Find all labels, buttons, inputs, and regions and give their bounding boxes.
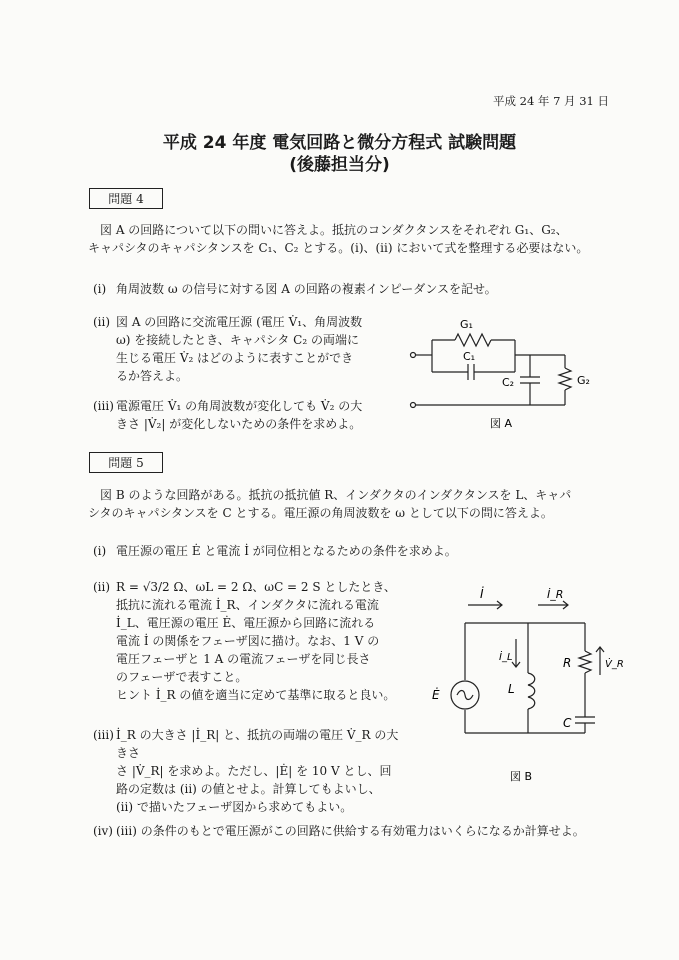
exam-title xyxy=(0,132,679,176)
exam-date: 平成 24 年 7 月 31 日 xyxy=(492,94,609,108)
circuit-figure-a xyxy=(400,310,610,435)
item-line: İ_L、電圧源の電圧 Ė、電圧源から回路に流れる xyxy=(116,616,376,630)
label-c2: C₂ xyxy=(502,376,515,389)
item-text: 角周波数 ω の信号に対する図 A の回路の複素インピーダンスを記せ。 xyxy=(116,282,497,296)
item-line: 抵抗に流れる電流 İ_R、インダクタに流れる電流 xyxy=(116,598,379,612)
figure-a-caption: 図 A xyxy=(490,417,513,430)
figure-b-caption: 図 B xyxy=(510,770,533,783)
item-label: (iii) xyxy=(93,728,114,742)
item-text: 電圧源の電圧 Ė と電流 İ が同位相となるための条件を求めよ。 xyxy=(116,544,457,558)
item-line: 図 A の回路に交流電圧源 (電圧 V̇₁、角周波数 xyxy=(116,315,363,329)
resistor-r-symbol xyxy=(579,651,591,673)
circuit-figure-b xyxy=(420,585,624,790)
item-line: るか答えよ。 xyxy=(116,369,189,383)
item-line: 電流 İ の関係をフェーザ図に描け。なお、1 V の xyxy=(116,634,380,648)
item-line: のフェーザで表すこと。 xyxy=(116,670,248,684)
label-c1: C₁ xyxy=(463,350,476,363)
title-line-1: 平成 24 年度 電気回路と微分方程式 試験問題 xyxy=(162,133,517,153)
label-i: İ xyxy=(480,587,484,601)
item-line: 電圧フェーザと 1 A の電流フェーザを同じ長さ xyxy=(116,652,371,666)
item-label: (iv) xyxy=(93,824,113,838)
label-ir: İ_R xyxy=(547,588,564,601)
label-vr: V̇_R xyxy=(605,659,624,670)
problem-5-item-iii xyxy=(93,726,408,814)
problem-5-label: 問題 5 xyxy=(89,452,163,473)
label-r: R xyxy=(563,656,572,670)
problem-4-label: 問題 4 xyxy=(89,188,163,209)
item-label: (i) xyxy=(93,282,107,296)
problem-5-intro xyxy=(88,487,628,522)
label-g2: G₂ xyxy=(577,374,590,387)
resistor-g2-symbol xyxy=(559,368,571,390)
item-label: (i) xyxy=(93,544,107,558)
item-line: 電源電圧 V̇₁ の角周波数が変化しても V̇₂ の大 xyxy=(116,399,363,413)
intro-line: 図 A の回路について以下の問いに答えよ。抵抗のコンダクタンスをそれぞれ G₁、G₂、 xyxy=(100,223,568,237)
intro-line: キャパシタのキャパシタンスを C₁、C₂ とする。(i)、(ii) において式を整理する必要はない。 xyxy=(88,240,589,255)
hint-line: ヒント İ_R の値を適当に定めて基準に取ると良い。 xyxy=(116,688,396,702)
label-g1: G₁ xyxy=(460,318,473,331)
resistor-g1-symbol xyxy=(455,334,491,346)
item-line: (ii) で描いたフェーザ図から求めてもよい。 xyxy=(116,800,353,814)
item-line: İ_R の大きさ |İ_R| と、抵抗の両端の電圧 V̇_R の大きさ xyxy=(116,728,399,760)
input-terminal-bottom xyxy=(411,403,416,408)
problem-4-intro xyxy=(88,222,628,257)
intro-line: シタのキャパシタンスを C とする。電圧源の角周波数を ω として以下の問に答えよ。 xyxy=(88,505,553,520)
label-l: L xyxy=(508,682,515,696)
input-terminal-top xyxy=(411,353,416,358)
item-label: (iii) xyxy=(93,399,114,413)
label-e: Ė xyxy=(432,688,440,702)
problem-4-item-ii xyxy=(93,313,403,393)
item-line: きさ |V̇₂| が変化しないための条件を求めよ。 xyxy=(116,417,362,431)
item-line: 生じる電圧 V̇₂ はどのように表すことができ xyxy=(116,351,354,365)
problem-5-item-i xyxy=(93,542,613,562)
item-line: 路の定数は (ii) の値とせよ。計算してもよいし、 xyxy=(116,782,381,796)
problem-4-item-i xyxy=(93,280,613,300)
item-line: ω) を接続したとき、キャパシタ C₂ の両端に xyxy=(116,333,359,347)
item-label: (ii) xyxy=(93,315,111,329)
intro-line: 図 B のような回路がある。抵抗の抵抗値 R、インダクタのインダクタンスを L、キャパ xyxy=(100,488,572,502)
item-line: R = √3/2 Ω、ωL = 2 Ω、ωC = 2 S としたとき、 xyxy=(116,580,396,594)
title-line-2: (後藤担当分) xyxy=(289,155,390,175)
problem-5-item-ii xyxy=(93,578,408,718)
item-line: さ |V̇_R| を求めよ。ただし、|Ė| を 10 V とし、回 xyxy=(116,764,392,778)
item-label: (ii) xyxy=(93,580,111,594)
problem-4-item-iii xyxy=(93,397,403,437)
label-c: C xyxy=(563,716,572,730)
problem-5-item-iv xyxy=(93,822,633,842)
inductor-l-symbol xyxy=(528,673,535,709)
item-text: (iii) の条件のもとで電圧源がこの回路に供給する有効電力はいくらになるか計算せよ。 xyxy=(116,824,585,838)
label-il: İ_L xyxy=(499,652,513,663)
